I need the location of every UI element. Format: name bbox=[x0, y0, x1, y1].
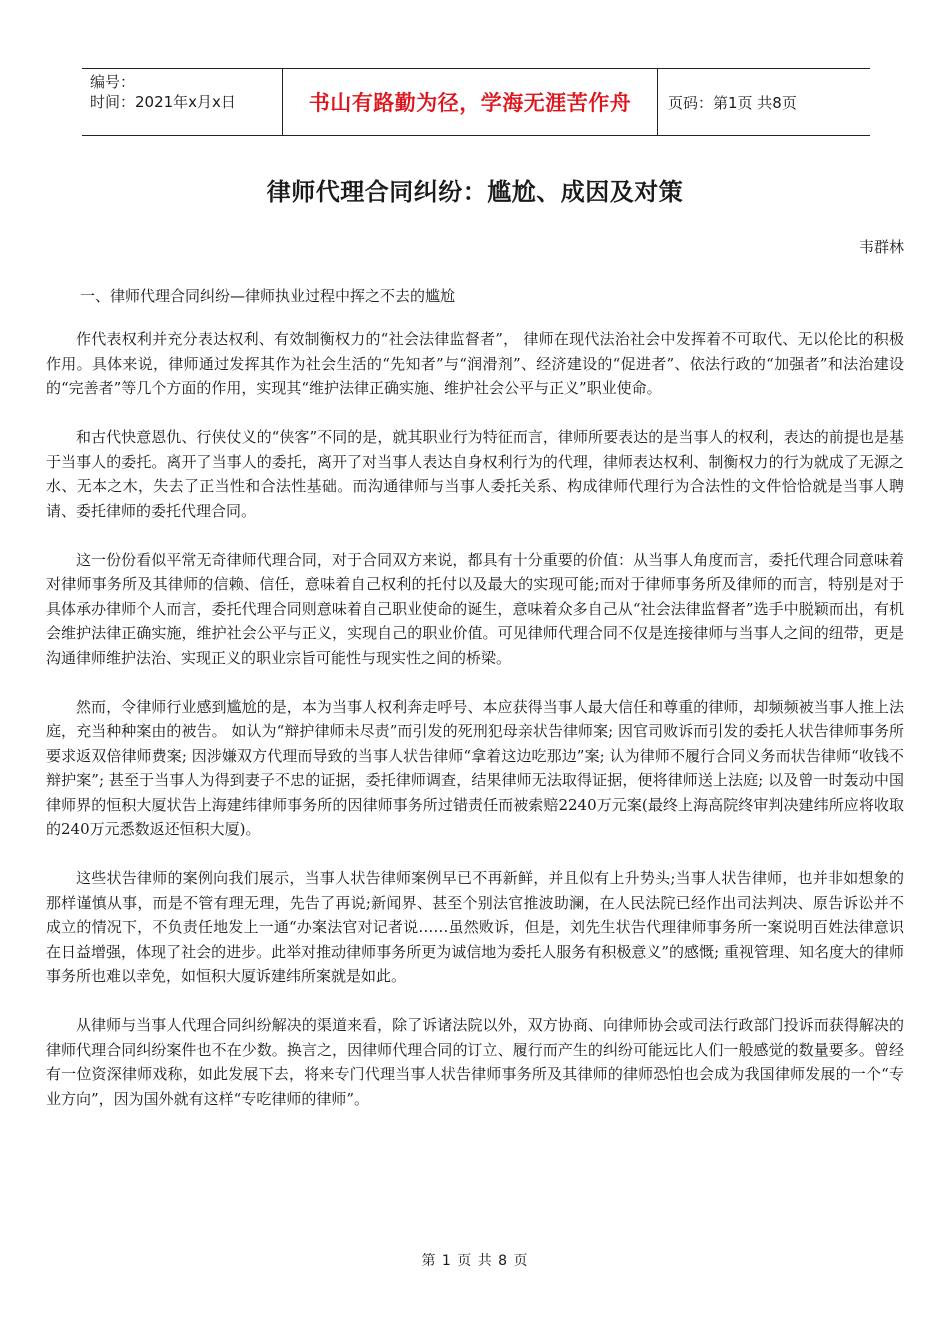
document-title: 律师代理合同纠纷：尴尬、成因及对策 bbox=[266, 178, 684, 206]
paragraph-2: 和古代快意恩仇、行侠仗义的“侠客”不同的是，就其职业行为特征而言，律师所要表达的是当事人的权利，表达的前提也是基于当事人的委托。离开了当事人的委托，离开了对当事人表达自身权利行为的代理，律师表达权利、制衡权力的行为就成了无源之水、无本之木，失去了正当性和合法性基础。而沟通律师与当事人委托关系、构成律师代理行为合法性的文件恰恰就是当事人聘请、委托律师的委托代理合同。 bbox=[46, 428, 904, 520]
header-time-label: 时间：2021年x月x日 bbox=[90, 93, 236, 111]
document-author: 韦群林 bbox=[858, 238, 904, 256]
paragraph-6: 从律师与当事人代理合同纠纷解决的渠道来看，除了诉诸法院以外，双方协商、向律师协会或司法行政部门投诉而获得解决的律师代理合同纠纷案件也不在少数。换言之，因律师代理合同的订立、履行而产生的纠纷可能远比人们一般感觉的数量要多。曾经有一位资深律师戏称，如此发展下去，将来专门代理当事人状告律师事务所及其律师的律师恐怕也会成为我国律师发展的一个“专业方向”，因为国外就有这样“专吃律师的律师”。 bbox=[46, 1016, 904, 1108]
paragraph-3: 这一份份看似平常无奇律师代理合同，对于合同双方来说，都具有十分重要的价值：从当事人角度而言，委托代理合同意味着对律师事务所及其律师的信赖、信任，意味着自己权利的托付以及最大的实现可能;而对于律师事务所及律师的而言，特别是对于具体承办律师个人而言，委托代理合同则意味着自己职业使命的诞生，意味着众多自己从“社会法律监督者”选手中脱颖而出，有机会维护法律正确实施，维护社会公平与正义，实现自己的职业价值。可见律师代理合同不仅是连接律师与当事人之间的纽带，更是沟通律师维护法治、实现正义的职业宗旨可能性与现实性之间的桥梁。 bbox=[46, 550, 904, 667]
header-number-label: 编号： bbox=[90, 73, 136, 91]
document-body bbox=[46, 327, 904, 1136]
paragraph-5: 这些状告律师的案例向我们展示，当事人状告律师案例早已不再新鲜，并且似有上升势头;当事人状告律师，也并非如想象的那样谨慎从事，而是不管有理无理，先告了再说;新闻界、甚至个别法官推波助澜，在人民法院已经作出司法判决、原告诉讼并不成立的情况下，不负责任地发上一通“办案法官对记者说……虽然败诉，但是，刘先生状告代理律师事务所一案说明百姓法律意识在日益增强，体现了社会的进步。此举对推动律师事务所更为诚信地为委托人服务有积极意义”的感慨; 重视管理、知名度大的律师事务所也难以幸免，如恒积大厦诉建纬所案就是如此。 bbox=[46, 869, 904, 985]
paragraph-1: 作代表权利并充分表达权利、有效制衡权力的“社会法律监督者”， 律师在现代法治社会中发挥着不可取代、无以伦比的积极作用。具体来说，律师通过发挥其作为社会生活的“先知者”与“润滑剂”、经济建设的“促进者”、依法行政的“加强者”和法治建设的“完善者”等几个方面的作用，实现其“维护法律正确实施、维护社会公平与正义”职业使命。 bbox=[46, 330, 904, 397]
header-meta bbox=[82, 69, 282, 135]
paragraph-4: 然而，令律师行业感到尴尬的是，本为当事人权利奔走呼号、本应获得当事人最大信任和尊重的律师，却频频被当事人推上法庭，充当种种案由的被告。 如认为“辩护律师未尽责”而引发的死刑犯母亲状告律师案; 因官司败诉而引发的委托人状告律师事务所要求返双倍律师费案; 因涉嫌双方代理而导致的当事人状告律师“拿着这边吃那边”案; 认为律师不履行合同义务而状告律师“收钱不辩护案”; 甚至于当事人为得到妻子不忠的证据，委托律师调查，结果律师无法取得证据，便将律师送上法庭; 以及曾一时轰动中国律师界的恒积大厦状告上海建纬律师事务所的因律师事务所过错责任而被索赔2240万元案(最终上海高院终审判决建纬所应将收取的240万元悉数返还恒积大厦)。 bbox=[46, 697, 904, 838]
header-motto: 书山有路勤为径，学海无涯苦作舟 bbox=[282, 69, 658, 135]
page-header bbox=[82, 68, 870, 136]
header-page-label: 页码：第1页 共8页 bbox=[668, 93, 797, 112]
section-heading: 一、律师代理合同纠纷—律师执业过程中挥之不去的尴尬 bbox=[80, 287, 456, 305]
page-footer: 第 1 页 共 8 页 bbox=[421, 1253, 529, 1269]
